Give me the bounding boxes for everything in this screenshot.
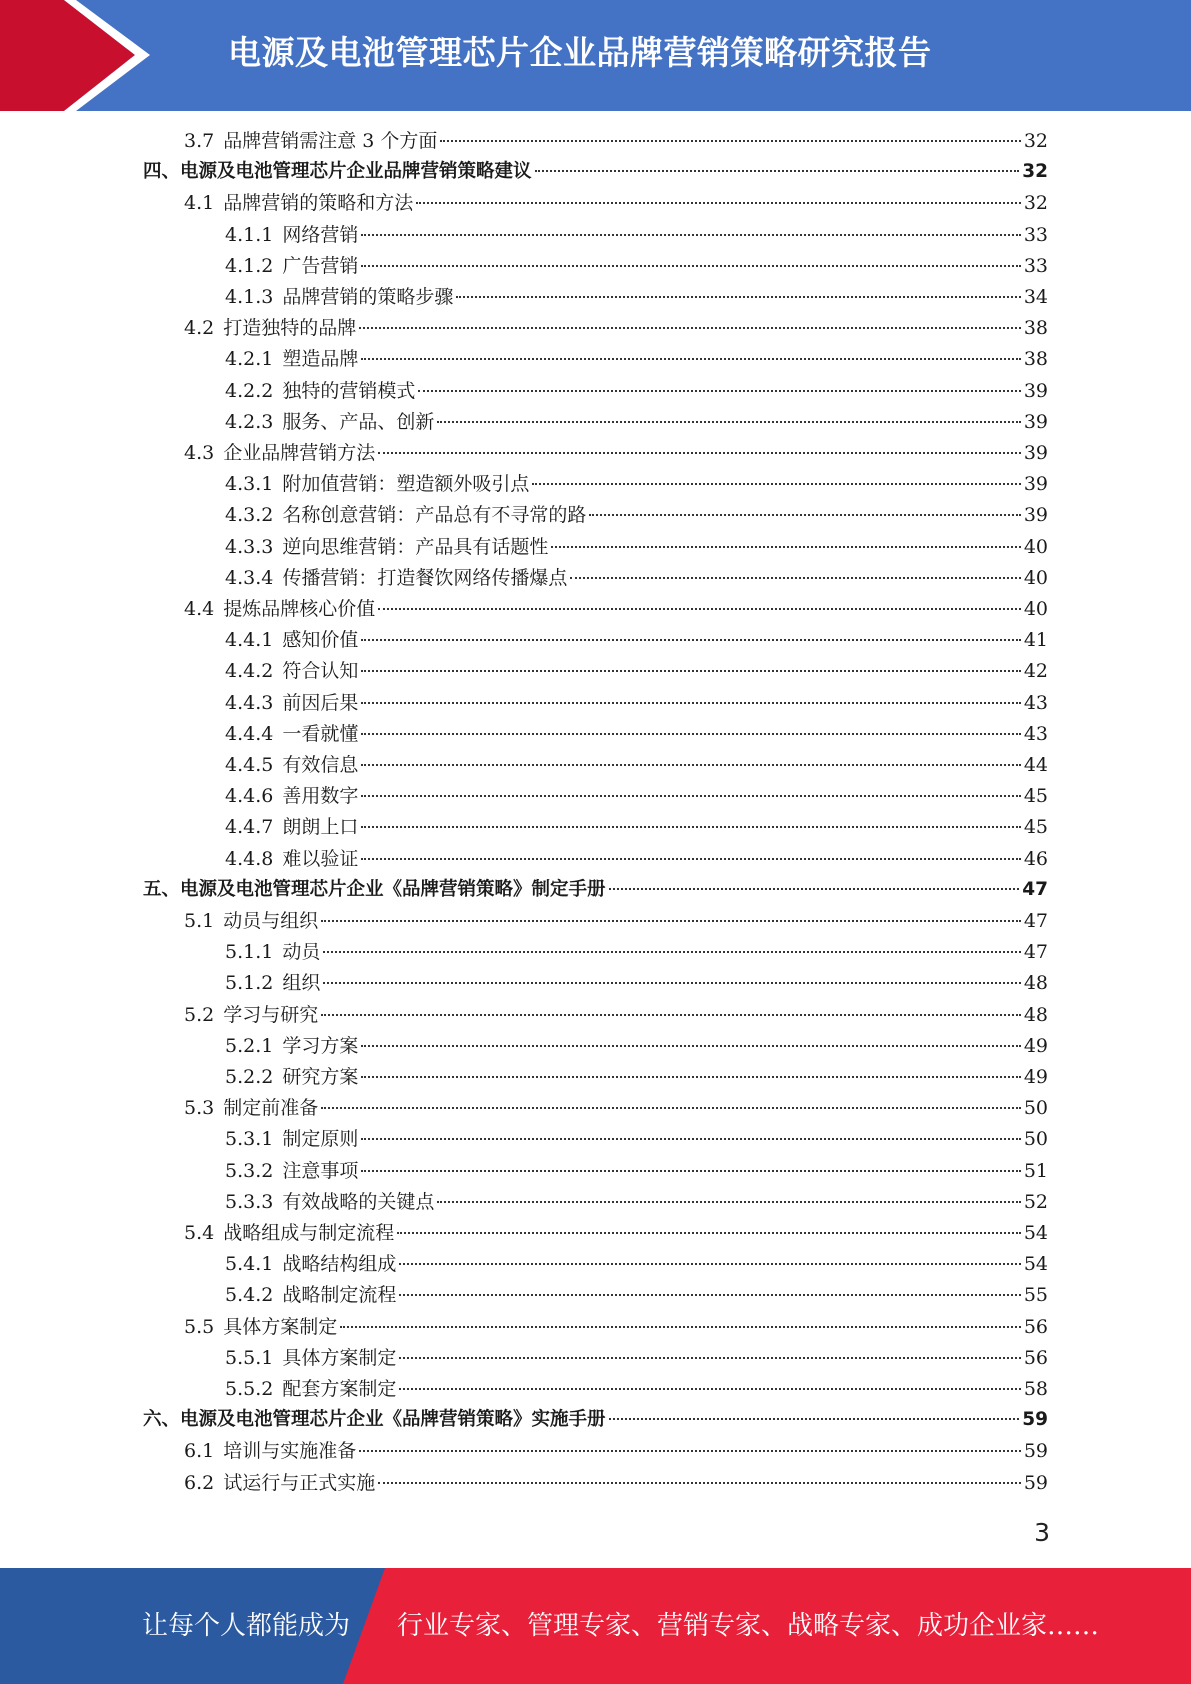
toc-entry-number: 5.2.2	[225, 1066, 274, 1088]
toc-entry-number: 4.2	[184, 317, 215, 339]
toc-entry-page: 42	[1023, 660, 1048, 682]
toc-entry-page: 32	[1023, 130, 1048, 152]
toc-entry-level3[interactable]	[225, 752, 1048, 778]
toc-entry-number: 4.1	[184, 192, 215, 214]
toc-entry-level2[interactable]	[184, 1314, 1048, 1340]
toc-dot-leader	[361, 858, 1020, 860]
toc-entry-level3[interactable]	[225, 783, 1048, 809]
toc-entry-title: 感知价值	[282, 629, 359, 651]
toc-entry-number: 5.1.1	[225, 941, 274, 963]
toc-entry-number: 5.3	[184, 1097, 215, 1119]
toc-entry-page: 33	[1023, 224, 1048, 246]
toc-entry-number: 4.2.3	[225, 411, 274, 433]
toc-dot-leader	[359, 1450, 1021, 1452]
toc-entry-page: 44	[1023, 754, 1048, 776]
toc-entry-title: 四、电源及电池管理芯片企业品牌营销策略建议	[143, 161, 532, 182]
toc-entry-page: 58	[1023, 1378, 1048, 1400]
toc-dot-leader	[532, 483, 1020, 485]
toc-entry-number: 4.3.4	[225, 567, 274, 589]
toc-entry-level1[interactable]	[143, 1407, 1048, 1433]
toc-entry-page: 55	[1023, 1284, 1048, 1306]
toc-entry-page: 52	[1023, 1191, 1048, 1213]
toc-dot-leader	[551, 546, 1020, 548]
toc-entry-title: 五、电源及电池管理芯片企业《品牌营销策略》制定手册	[143, 879, 606, 900]
toc-entry-number: 5.5.2	[225, 1378, 274, 1400]
toc-entry-title: 广告营销	[282, 255, 359, 277]
toc-entry-title: 打造独特的品牌	[223, 317, 357, 339]
toc-entry-page: 59	[1023, 1440, 1048, 1462]
toc-dot-leader	[416, 202, 1021, 204]
toc-dot-leader	[361, 1170, 1020, 1172]
toc-entry-title: 品牌营销需注意 3 个方面	[223, 130, 438, 152]
toc-dot-leader	[378, 452, 1021, 454]
toc-entry-level3[interactable]	[225, 1126, 1048, 1152]
toc-dot-leader	[418, 390, 1020, 392]
toc-entry-number: 5.4.2	[225, 1284, 274, 1306]
toc-entry-page: 45	[1023, 785, 1048, 807]
toc-entry-number: 5.4	[184, 1222, 215, 1244]
toc-entry-title: 战略制定流程	[282, 1284, 397, 1306]
toc-entry-number: 4.2.2	[225, 380, 274, 402]
toc-entry-number: 4.3.1	[225, 473, 274, 495]
toc-dot-leader	[323, 982, 1020, 984]
toc-entry-page: 59	[1023, 1472, 1048, 1494]
toc-entry-number: 5.1	[184, 910, 215, 932]
toc-dot-leader	[361, 639, 1020, 641]
toc-entry-page: 38	[1023, 348, 1048, 370]
toc-entry-number: 4.4.1	[225, 629, 274, 651]
toc-entry-page: 45	[1023, 816, 1048, 838]
toc-entry-title: 有效信息	[282, 754, 359, 776]
toc-entry-level3[interactable]	[225, 1345, 1048, 1371]
footer-slogan-right: 行业专家、管理专家、营销专家、战略专家、成功企业家……	[397, 1611, 1100, 1641]
toc-dot-leader	[570, 577, 1020, 579]
toc-dot-leader	[321, 1014, 1021, 1016]
toc-dot-leader	[361, 1045, 1020, 1047]
toc-dot-leader	[359, 327, 1021, 329]
toc-entry-title: 网络营销	[282, 224, 359, 246]
toc-dot-leader	[399, 1388, 1020, 1390]
toc-entry-title: 附加值营销：塑造额外吸引点	[282, 473, 530, 495]
toc-dot-leader	[399, 1294, 1020, 1296]
toc-entry-page: 50	[1023, 1097, 1048, 1119]
toc-entry-title: 学习与研究	[223, 1004, 319, 1026]
toc-entry-level3[interactable]	[225, 284, 1048, 310]
toc-dot-leader	[609, 1418, 1020, 1420]
toc-dot-leader	[589, 514, 1020, 516]
toc-entry-level2[interactable]	[184, 1220, 1048, 1246]
toc-entry-number: 4.4.3	[225, 692, 274, 714]
toc-entry-page: 39	[1023, 380, 1048, 402]
toc-entry-title: 一看就懂	[282, 723, 359, 745]
toc-entry-page: 56	[1023, 1347, 1048, 1369]
toc-entry-title: 逆向思维营销：产品具有话题性	[282, 536, 549, 558]
toc-entry-page: 38	[1023, 317, 1048, 339]
toc-entry-page: 32	[1022, 161, 1048, 182]
toc-entry-page: 39	[1023, 442, 1048, 464]
toc-entry-page: 39	[1023, 504, 1048, 526]
toc-entry-page: 49	[1023, 1035, 1048, 1057]
toc-dot-leader	[361, 1138, 1020, 1140]
toc-entry-title: 培训与实施准备	[223, 1440, 357, 1462]
toc-entry-page: 40	[1023, 567, 1048, 589]
toc-dot-leader	[361, 733, 1020, 735]
toc-entry-title: 独特的营销模式	[282, 380, 416, 402]
toc-entry-level3[interactable]	[225, 939, 1048, 965]
toc-entry-title: 符合认知	[282, 660, 359, 682]
toc-entry-level3[interactable]	[225, 1251, 1048, 1277]
toc-entry-number: 3.7	[184, 130, 215, 152]
toc-entry-page: 41	[1023, 629, 1048, 651]
toc-entry-page: 34	[1023, 286, 1048, 308]
toc-entry-level2[interactable]	[184, 1438, 1048, 1464]
toc-entry-number: 6.2	[184, 1472, 215, 1494]
toc-entry-page: 48	[1023, 1004, 1048, 1026]
toc-entry-title: 有效战略的关键点	[282, 1191, 435, 1213]
toc-entry-page: 43	[1023, 723, 1048, 745]
toc-entry-level3[interactable]	[225, 409, 1048, 435]
toc-entry-page: 59	[1022, 1409, 1048, 1430]
toc-entry-page: 47	[1023, 910, 1048, 932]
toc-entry-number: 4.4.6	[225, 785, 274, 807]
toc-entry-level1[interactable]	[143, 159, 1048, 185]
toc-dot-leader	[456, 296, 1020, 298]
toc-entry-number: 4.1.1	[225, 224, 274, 246]
toc-entry-title: 试运行与正式实施	[223, 1472, 376, 1494]
toc-entry-number: 4.2.1	[225, 348, 274, 370]
toc-entry-number: 4.4.8	[225, 848, 274, 870]
toc-entry-number: 4.1.2	[225, 255, 274, 277]
toc-dot-leader	[397, 1232, 1021, 1234]
toc-entry-title: 提炼品牌核心价值	[223, 598, 376, 620]
toc-entry-title: 传播营销：打造餐饮网络传播爆点	[282, 567, 568, 589]
toc-entry-level3[interactable]	[225, 1158, 1048, 1184]
toc-entry-title: 制定前准备	[223, 1097, 319, 1119]
toc-dot-leader	[361, 234, 1020, 236]
toc-entry-page: 50	[1023, 1128, 1048, 1150]
toc-entry-title: 品牌营销的策略和方法	[223, 192, 414, 214]
toc-entry-page: 39	[1023, 473, 1048, 495]
toc-entry-level3[interactable]	[225, 471, 1048, 497]
toc-entry-number: 4.4.2	[225, 660, 274, 682]
toc-dot-leader	[609, 888, 1020, 890]
toc-entry-page: 54	[1023, 1253, 1048, 1275]
toc-entry-title: 难以验证	[282, 848, 359, 870]
toc-entry-page: 46	[1023, 848, 1048, 870]
toc-entry-level3[interactable]	[225, 970, 1048, 996]
toc-entry-number: 4.3.3	[225, 536, 274, 558]
toc-entry-number: 5.3.2	[225, 1160, 274, 1182]
toc-entry-number: 4.4.7	[225, 816, 274, 838]
toc-entry-level3[interactable]	[225, 814, 1048, 840]
toc-entry-number: 4.4.5	[225, 754, 274, 776]
toc-dot-leader	[321, 920, 1021, 922]
toc-entry-level2[interactable]	[184, 1095, 1048, 1121]
toc-entry-level3[interactable]	[225, 1376, 1048, 1402]
header-banner	[0, 0, 1191, 111]
toc-entry-page: 32	[1023, 192, 1048, 214]
toc-entry-level3[interactable]	[225, 1282, 1048, 1308]
toc-entry-level3[interactable]	[225, 253, 1048, 279]
toc-dot-leader	[361, 358, 1020, 360]
toc-entry-level1[interactable]	[143, 877, 1048, 903]
toc-entry-level3[interactable]	[225, 1064, 1048, 1090]
toc-entry-level3[interactable]	[225, 627, 1048, 653]
toc-entry-title: 制定原则	[282, 1128, 359, 1150]
toc-entry-number: 4.4.4	[225, 723, 274, 745]
toc-entry-page: 51	[1023, 1160, 1048, 1182]
toc-entry-title: 朗朗上口	[282, 816, 359, 838]
toc-entry-title: 研究方案	[282, 1066, 359, 1088]
toc-entry-number: 4.3	[184, 442, 215, 464]
toc-entry-title: 配套方案制定	[282, 1378, 397, 1400]
toc-entry-number: 5.4.1	[225, 1253, 274, 1275]
toc-dot-leader	[361, 795, 1020, 797]
toc-entry-number: 6.1	[184, 1440, 215, 1462]
toc-entry-title: 前因后果	[282, 692, 359, 714]
toc-entry-level3[interactable]	[225, 1033, 1048, 1059]
toc-entry-page: 48	[1023, 972, 1048, 994]
toc-entry-number: 4.1.3	[225, 286, 274, 308]
toc-dot-leader	[440, 140, 1020, 142]
toc-entry-level3[interactable]	[225, 502, 1048, 528]
toc-entry-number: 5.1.2	[225, 972, 274, 994]
toc-entry-number: 5.2.1	[225, 1035, 274, 1057]
toc-entry-level2[interactable]	[184, 190, 1048, 216]
page-number: 3	[1034, 1518, 1050, 1547]
toc-entry-level3[interactable]	[225, 534, 1048, 560]
toc-entry-title: 学习方案	[282, 1035, 359, 1057]
toc-entry-title: 动员与组织	[223, 910, 319, 932]
toc-entry-level2[interactable]	[184, 315, 1048, 341]
toc-entry-level3[interactable]	[225, 378, 1048, 404]
toc-dot-leader	[361, 826, 1020, 828]
toc-entry-page: 33	[1023, 255, 1048, 277]
toc-dot-leader	[323, 951, 1020, 953]
toc-entry-page: 39	[1023, 411, 1048, 433]
toc-entry-level3[interactable]	[225, 565, 1048, 591]
footer-banner	[0, 1568, 1191, 1684]
header-red-arrow	[0, 0, 135, 111]
toc-dot-leader	[378, 1482, 1021, 1484]
toc-entry-level3[interactable]	[225, 222, 1048, 248]
toc-dot-leader	[399, 1357, 1020, 1359]
toc-dot-leader	[361, 670, 1020, 672]
toc-entry-page: 47	[1023, 941, 1048, 963]
toc-entry-number: 5.2	[184, 1004, 215, 1026]
toc-entry-level2[interactable]	[184, 908, 1048, 934]
toc-entry-level2[interactable]	[184, 128, 1048, 154]
toc-dot-leader	[378, 608, 1021, 610]
toc-entry-page: 56	[1023, 1316, 1048, 1338]
toc-entry-level3[interactable]	[225, 721, 1048, 747]
toc-dot-leader	[535, 170, 1020, 172]
toc-dot-leader	[361, 265, 1020, 267]
toc-dot-leader	[361, 764, 1020, 766]
toc-entry-number: 4.3.2	[225, 504, 274, 526]
toc-entry-title: 具体方案制定	[223, 1316, 338, 1338]
toc-entry-level3[interactable]	[225, 846, 1048, 872]
document-title: 电源及电池管理芯片企业品牌营销策略研究报告	[228, 33, 932, 72]
toc-entry-number: 5.3.3	[225, 1191, 274, 1213]
toc-entry-title: 注意事项	[282, 1160, 359, 1182]
toc-entry-level3[interactable]	[225, 690, 1048, 716]
toc-dot-leader	[321, 1107, 1021, 1109]
toc-entry-title: 塑造品牌	[282, 348, 359, 370]
toc-entry-level2[interactable]	[184, 596, 1048, 622]
toc-dot-leader	[361, 702, 1020, 704]
toc-entry-title: 服务、产品、创新	[282, 411, 435, 433]
toc-entry-page: 40	[1023, 598, 1048, 620]
toc-entry-page: 49	[1023, 1066, 1048, 1088]
toc-entry-page: 47	[1022, 879, 1048, 900]
toc-entry-page: 54	[1023, 1222, 1048, 1244]
toc-entry-level3[interactable]	[225, 1189, 1048, 1215]
toc-entry-level2[interactable]	[184, 1002, 1048, 1028]
toc-dot-leader	[437, 421, 1020, 423]
toc-entry-number: 4.4	[184, 598, 215, 620]
toc-dot-leader	[437, 1201, 1020, 1203]
toc-entry-title: 战略结构组成	[282, 1253, 397, 1275]
toc-entry-level2[interactable]	[184, 1470, 1048, 1496]
toc-entry-page: 40	[1023, 536, 1048, 558]
toc-entry-title: 具体方案制定	[282, 1347, 397, 1369]
toc-entry-title: 品牌营销的策略步骤	[282, 286, 454, 308]
toc-entry-title: 六、电源及电池管理芯片企业《品牌营销策略》实施手册	[143, 1409, 606, 1430]
toc-entry-level3[interactable]	[225, 346, 1048, 372]
toc-entry-page: 43	[1023, 692, 1048, 714]
toc-entry-title: 战略组成与制定流程	[223, 1222, 395, 1244]
footer-slogan-left: 让每个人都能成为	[142, 1611, 351, 1641]
toc-dot-leader	[361, 1076, 1020, 1078]
toc-entry-number: 5.5	[184, 1316, 215, 1338]
toc-entry-title: 名称创意营销：产品总有不寻常的路	[282, 504, 587, 526]
toc-entry-title: 企业品牌营销方法	[223, 442, 376, 464]
toc-dot-leader	[340, 1326, 1021, 1328]
toc-entry-number: 5.5.1	[225, 1347, 274, 1369]
toc-dot-leader	[399, 1263, 1020, 1265]
toc-entry-title: 动员	[282, 941, 321, 963]
toc-entry-number: 5.3.1	[225, 1128, 274, 1150]
toc-entry-title: 善用数字	[282, 785, 359, 807]
toc-entry-level2[interactable]	[184, 440, 1048, 466]
toc-entry-title: 组织	[282, 972, 321, 994]
toc-entry-level3[interactable]	[225, 658, 1048, 684]
